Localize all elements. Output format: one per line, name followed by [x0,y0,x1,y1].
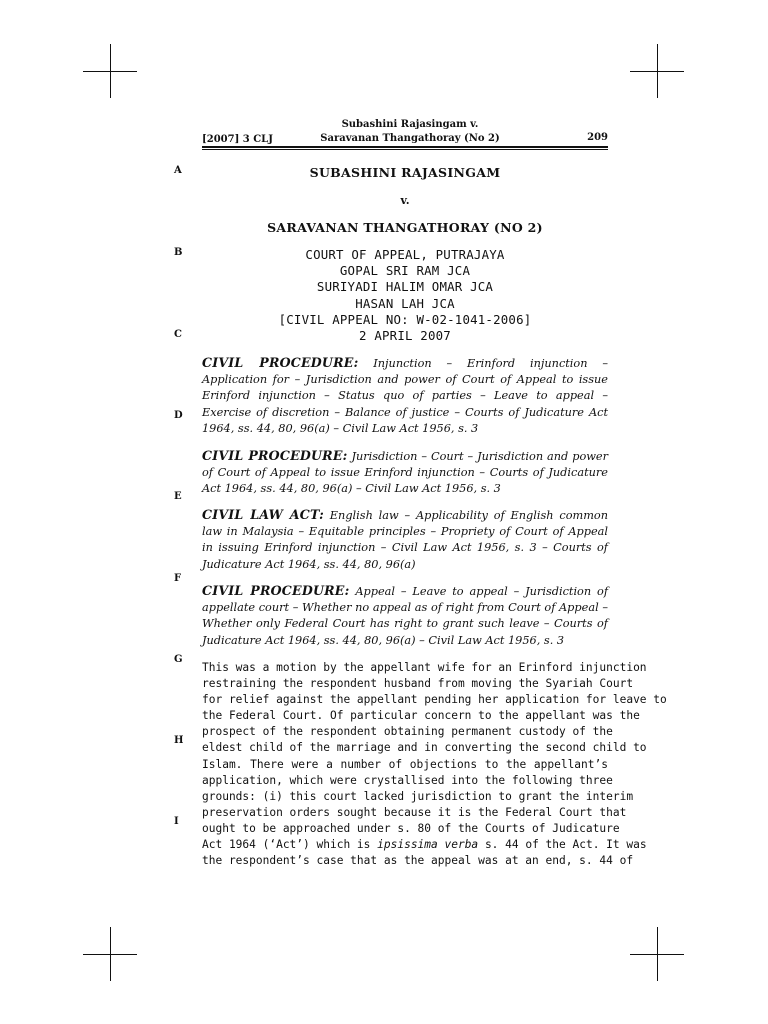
catchword-heading: CIVIL PROCEDURE: [202,355,359,370]
body-line: ought to be approached under s. 80 of the Courts of Judicature [202,821,620,835]
crop-mark [110,44,111,98]
running-title [320,118,500,146]
court-name: COURT OF APPEAL, PUTRAJAYA [305,247,505,262]
versus-label: v. [400,194,410,207]
body-line: the Federal Court. Of particular concern to the appellant was the [202,709,640,723]
header-rule [202,146,608,148]
catchword-paragraph [202,583,608,649]
body-line: prospect of the respondent obtaining permanent custody of the [202,725,613,739]
respondent-name: SARAVANAN THANGATHORAY (NO 2) [267,220,543,235]
decision-date: 2 APRIL 2007 [359,328,451,344]
headnote-body [202,660,667,869]
body-line: the respondent’s case that as the appeal was at an end, s. 44 of [202,854,634,868]
margin-letter-b: B [174,247,183,258]
running-title-line1: Subashini Rajasingam v. [341,119,479,130]
crop-mark [110,927,111,981]
body-line: application, which were crystallised into the following three [202,773,613,787]
running-title-line2: Saravanan Thangathoray (No 2) [320,133,500,144]
body-line: restraining the respondent husband from moving the Syariah Court [202,677,634,691]
latin-phrase: ipsissima verba [377,838,479,852]
margin-letter-h: H [174,735,184,746]
margin-letter-f: F [174,573,182,584]
appeal-number: [CIVIL APPEAL NO: W-02-1041-2006] [278,311,532,327]
body-line [202,837,647,853]
header-rule [202,149,608,150]
margin-letter-e: E [174,491,182,502]
margin-letter-d: D [174,410,183,421]
judge-name: GOPAL SRI RAM JCA [339,263,471,279]
body-line: grounds: (i) this court lacked jurisdiction to grant the interim [202,789,634,803]
crop-mark [657,927,658,981]
catchword-text: English law – Applicability of English common law in Malaysia – Equitable principles – Propriety of Court of Appeal in issuing Erinford injunction – Civil Law Act 1956, s. 3 – Courts of Judicature Act 1964, ss. 44, 80, 96(a) [202,509,608,571]
body-line: Islam. There were a number of objections to the appellant’s [202,757,608,771]
judge-name: SURIYADI HALIM OMAR JCA [316,279,494,295]
judge-name: HASAN LAH JCA [355,295,455,311]
crop-mark [657,44,658,98]
body-line-end: s. 44 of the Act. It was [484,838,647,852]
page-number: 209 [587,132,608,143]
catchword-paragraph [202,448,608,498]
catchword-text: Injunction – Erinford injunction – Application for – Jurisdiction and power of Court of Appeal to issue Erinford injunction – Status quo of parties – Leave to appeal – Exercise of discretion – Balance of justice – Courts of Judicature Act 1964, ss. 44, 80, 96(a) – Civil Law Act 1956, s. 3 [202,357,608,435]
report-citation: [2007] 3 CLJ [202,134,273,145]
catchword-text: Appeal – Leave to appeal – Jurisdiction of appellate court – Whether no appeal as of right from Court of Appeal – Whether only Federal Court has right to grant such leave – Courts of Judicature Act 1964, ss. 44, 80, 96(a) – Civil Law Act 1956, s. 3 [202,585,608,647]
catchword-heading: CIVIL LAW ACT: [202,507,324,522]
body-line: eldest child of the marriage and in converting the second child to [202,741,647,755]
catchword-text: Jurisdiction – Court – Jurisdiction and power of Court of Appeal to issue Erinford injunction – Courts of Judicature Act 1964, ss. 44, 80, 96(a) – Civil Law Act 1956, s. 3 [202,450,608,496]
catchword-heading: CIVIL PROCEDURE: [202,583,350,598]
catchword-paragraph [202,507,608,573]
catchword-heading: CIVIL PROCEDURE: [202,448,348,463]
body-line-start: Act 1964 (‘Act’) which is [202,838,371,852]
margin-letter-c: C [174,329,182,340]
court-block [202,247,608,344]
margin-letter-g: G [174,654,183,665]
body-line: This was a motion by the appellant wife for an Erinford injunction [202,661,647,674]
margin-letter-a: A [174,165,182,176]
body-line: for relief against the appellant pending her application for leave to [202,693,667,707]
margin-letter-i: I [174,816,179,827]
body-line: preservation orders sought because it is the Federal Court that [202,805,627,819]
catchword-paragraph [202,355,608,437]
appellant-name: SUBASHINI RAJASINGAM [309,165,501,180]
